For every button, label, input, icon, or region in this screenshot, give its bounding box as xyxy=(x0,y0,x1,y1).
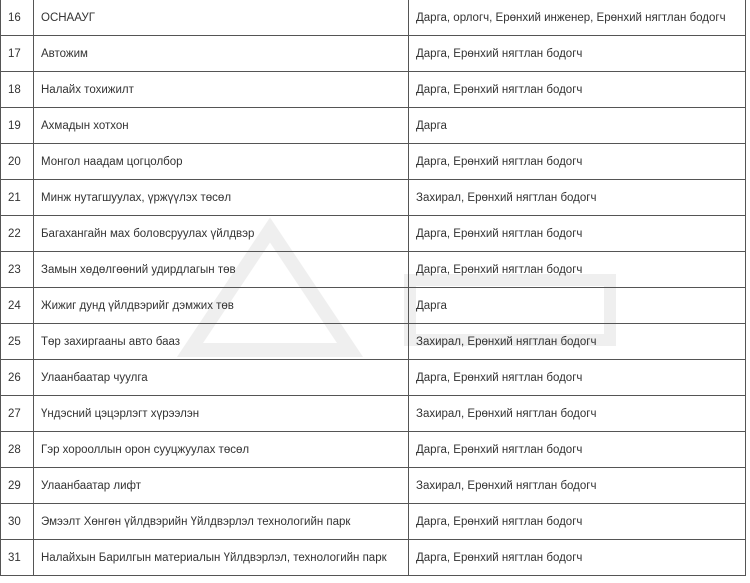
organization-name: Үндэсний цэцэрлэгт хүрээлэн xyxy=(34,396,409,432)
table-row xyxy=(1,180,746,216)
row-number: 26 xyxy=(1,360,34,396)
organization-name: ОСНААУГ xyxy=(34,0,409,36)
organization-name: Жижиг дунд үйлдвэрийг дэмжих төв xyxy=(34,288,409,324)
organization-name: Автожим xyxy=(34,36,409,72)
organization-name: Налайхын Барилгын материалын Үйлдвэрлэл, технологийн парк xyxy=(34,540,409,576)
row-number: 22 xyxy=(1,216,34,252)
organization-name: Төр захиргааны авто бааз xyxy=(34,324,409,360)
table-row xyxy=(1,360,746,396)
positions: Захирал, Ерөнхий нягтлан бодогч xyxy=(409,396,746,432)
table-row xyxy=(1,144,746,180)
table-row xyxy=(1,432,746,468)
row-number: 28 xyxy=(1,432,34,468)
table-body xyxy=(1,0,746,576)
organization-name: Замын хөдөлгөөний удирдлагын төв xyxy=(34,252,409,288)
organization-name: Монгол наадам цогцолбор xyxy=(34,144,409,180)
row-number: 24 xyxy=(1,288,34,324)
positions: Дарга, орлогч, Ерөнхий инженер, Ерөнхий нягтлан бодогч xyxy=(409,0,746,36)
table-row xyxy=(1,396,746,432)
table-row xyxy=(1,108,746,144)
row-number: 30 xyxy=(1,504,34,540)
row-number: 27 xyxy=(1,396,34,432)
positions: Захирал, Ерөнхий нягтлан бодогч xyxy=(409,180,746,216)
positions: Дарга, Ерөнхий нягтлан бодогч xyxy=(409,36,746,72)
organization-name: Гэр хорооллын орон сууцжуулах төсөл xyxy=(34,432,409,468)
table-row xyxy=(1,504,746,540)
row-number: 18 xyxy=(1,72,34,108)
positions: Дарга xyxy=(409,108,746,144)
table-row xyxy=(1,0,746,36)
table-row xyxy=(1,252,746,288)
row-number: 19 xyxy=(1,108,34,144)
positions: Дарга, Ерөнхий нягтлан бодогч xyxy=(409,432,746,468)
row-number: 21 xyxy=(1,180,34,216)
table-row xyxy=(1,324,746,360)
table-row xyxy=(1,468,746,504)
positions: Дарга xyxy=(409,288,746,324)
organization-name: Минж нутагшуулах, үржүүлэх төсөл xyxy=(34,180,409,216)
positions: Дарга, Ерөнхий нягтлан бодогч xyxy=(409,252,746,288)
positions: Дарга, Ерөнхий нягтлан бодогч xyxy=(409,144,746,180)
positions: Дарга, Ерөнхий нягтлан бодогч xyxy=(409,360,746,396)
table-row xyxy=(1,540,746,576)
positions: Дарга, Ерөнхий нягтлан бодогч xyxy=(409,540,746,576)
positions: Захирал, Ерөнхий нягтлан бодогч xyxy=(409,468,746,504)
positions: Дарга, Ерөнхий нягтлан бодогч xyxy=(409,216,746,252)
organization-name: Улаанбаатар лифт xyxy=(34,468,409,504)
positions: Захирал, Ерөнхий нягтлан бодогч xyxy=(409,324,746,360)
organization-name: Эмээлт Хөнгөн үйлдвэрийн Үйлдвэрлэл технологийн парк xyxy=(34,504,409,540)
table-row xyxy=(1,288,746,324)
positions: Дарга, Ерөнхий нягтлан бодогч xyxy=(409,72,746,108)
row-number: 20 xyxy=(1,144,34,180)
organization-name: Улаанбаатар чуулга xyxy=(34,360,409,396)
row-number: 17 xyxy=(1,36,34,72)
row-number: 25 xyxy=(1,324,34,360)
row-number: 23 xyxy=(1,252,34,288)
positions: Дарга, Ерөнхий нягтлан бодогч xyxy=(409,504,746,540)
organization-name: Ахмадын хотхон xyxy=(34,108,409,144)
table-row xyxy=(1,36,746,72)
table-row xyxy=(1,72,746,108)
organization-name: Налайх тохижилт xyxy=(34,72,409,108)
row-number: 31 xyxy=(1,540,34,576)
row-number: 29 xyxy=(1,468,34,504)
row-number: 16 xyxy=(1,0,34,36)
organization-name: Багахангайн мах боловсруулах үйлдвэр xyxy=(34,216,409,252)
table-row xyxy=(1,216,746,252)
